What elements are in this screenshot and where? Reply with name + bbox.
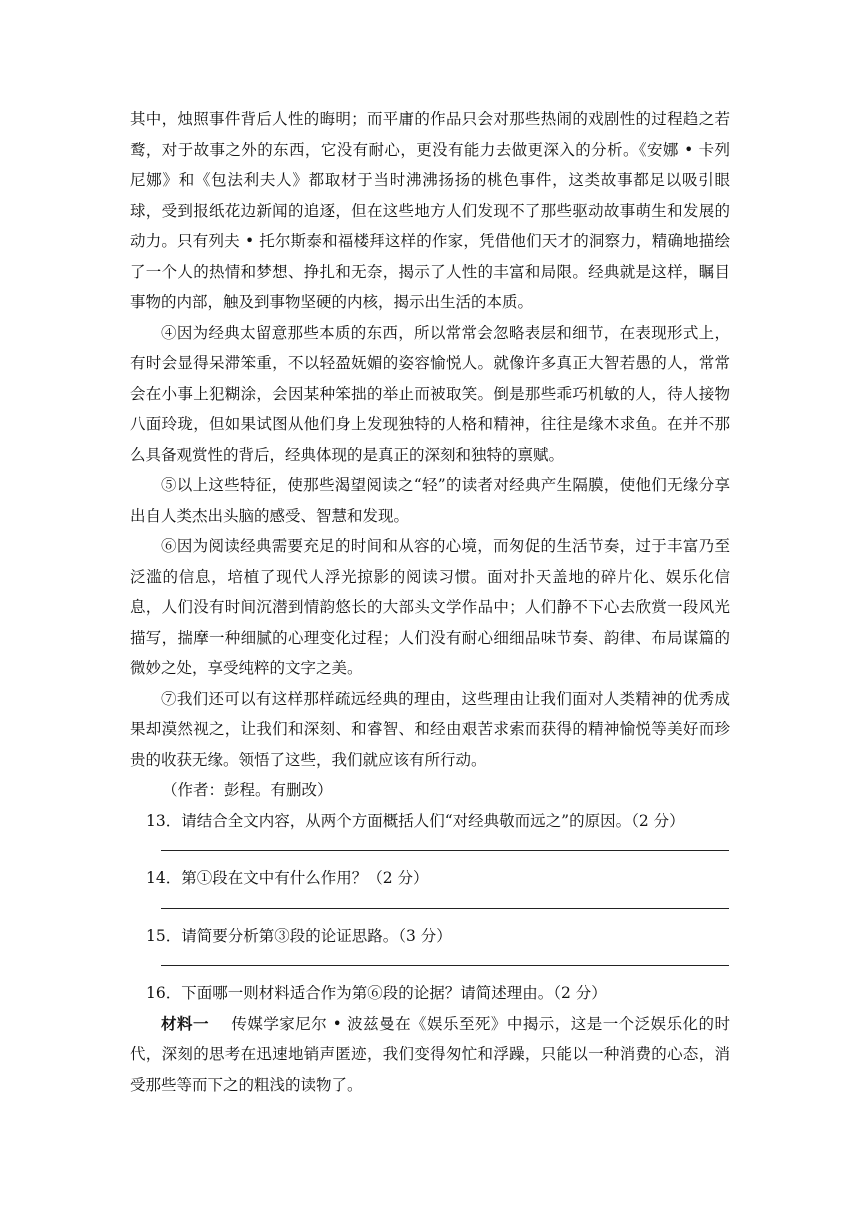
author-note: （作者：彭程。有删改） (162, 781, 333, 799)
paragraph-7: ⑦我们还可以有这样那样疏远经典的理由，这些理由让我们面对人类精神的优秀成果却漠然视之，让我们和深刻、和睿智、和经由艰苦求索而获得的精神愉悦等美好而珍贵的收获无缘。领悟了这些，我们就应该有所行动。 (130, 689, 730, 769)
material-one-text: 传媒学家尼尔 • 波兹曼在《娱乐至死》中揭示，这是一个泛娱乐化的时代，深刻的思考在迅速地销声匿迹，我们变得匆忙和浮躁，只能以一种消费的心态，消受那些等而下之的粗浅的读物了。 (130, 1014, 730, 1094)
material-one (130, 1009, 730, 1101)
answer-line-13[interactable] (161, 850, 729, 851)
paragraph-5: ⑤以上这些特征，使那些渴望阅读之“轻”的读者对经典产生隔膜，使他们无缘分享出自人类杰出头脑的感受、智慧和发现。 (130, 476, 730, 525)
question-13: 13．请结合全文内容，从两个方面概括人们“对经典敬而远之”的原因。（2 分） (146, 811, 685, 830)
question-16: 16．下面哪一则材料适合作为第⑥段的论据？请简述理由。（2 分） (146, 984, 607, 1002)
question-14: 14．第①段在文中有什么作用？（2 分） (146, 869, 429, 887)
answer-line-14[interactable] (161, 908, 729, 909)
paragraph-4: ④因为经典太留意那些本质的东西，所以常常会忽略表层和细节，在表现形式上，有时会显得呆滞笨重，不以轻盈妩媚的姿容愉悦人。就像许多真正大智若愚的人，常常会在小事上犯糊涂，会因某种笨拙的举止而被取笑。倒是那些乖巧机敏的人，待人接物八面玲珑，但如果试图从他们身上发现独特的人格和精神，往往是缘木求鱼。在并不那么具备观赏性的背后，经典体现的是真正的深刻和独特的禀赋。 (130, 323, 730, 464)
material-one-label: 材料一 (161, 1013, 209, 1033)
document-page (130, 104, 730, 1100)
paragraph-6: ⑥因为阅读经典需要充足的时间和从容的心境，而匆促的生活节奏，过于丰富乃至泛滥的信息，培植了现代人浮光掠影的阅读习惯。面对扑天盖地的碎片化、娱乐化信息，人们没有时间沉潜到情韵悠长的大部头文学作品中；人们静不下心去欣赏一段风光描写，揣摩一种细腻的心理变化过程；人们没有耐心细细品味节奏、韵律、布局谋篇的微妙之处，享受纯粹的文字之美。 (130, 537, 730, 677)
paragraph-3-continued: 其中，烛照事件背后人性的晦明；而平庸的作品只会对那些热闹的戏剧性的过程趋之若鹜，对于故事之外的东西，它没有耐心，更没有能力去做更深入的分析。《安娜 • 卡列尼娜》和《包法利夫人》都取材于当时沸沸扬扬的桃色事件，这类故事都足以吸引眼球，受到报纸花边新闻的追逐，但在这些地方人们发现不了那些驱动故事萌生和发展的动力。只有列夫 • 托尔斯泰和福楼拜这样的作家，凭借他们天才的洞察力，精确地描绘了一个人的热情和梦想、挣扎和无奈，揭示了人性的丰富和局限。经典就是这样，瞩目事物的内部，触及到事物坚硬的内核，揭示出生活的本质。 (130, 110, 730, 311)
answer-line-15[interactable] (161, 965, 729, 966)
question-15: 15．请简要分析第③段的论证思路。（3 分） (146, 926, 452, 945)
